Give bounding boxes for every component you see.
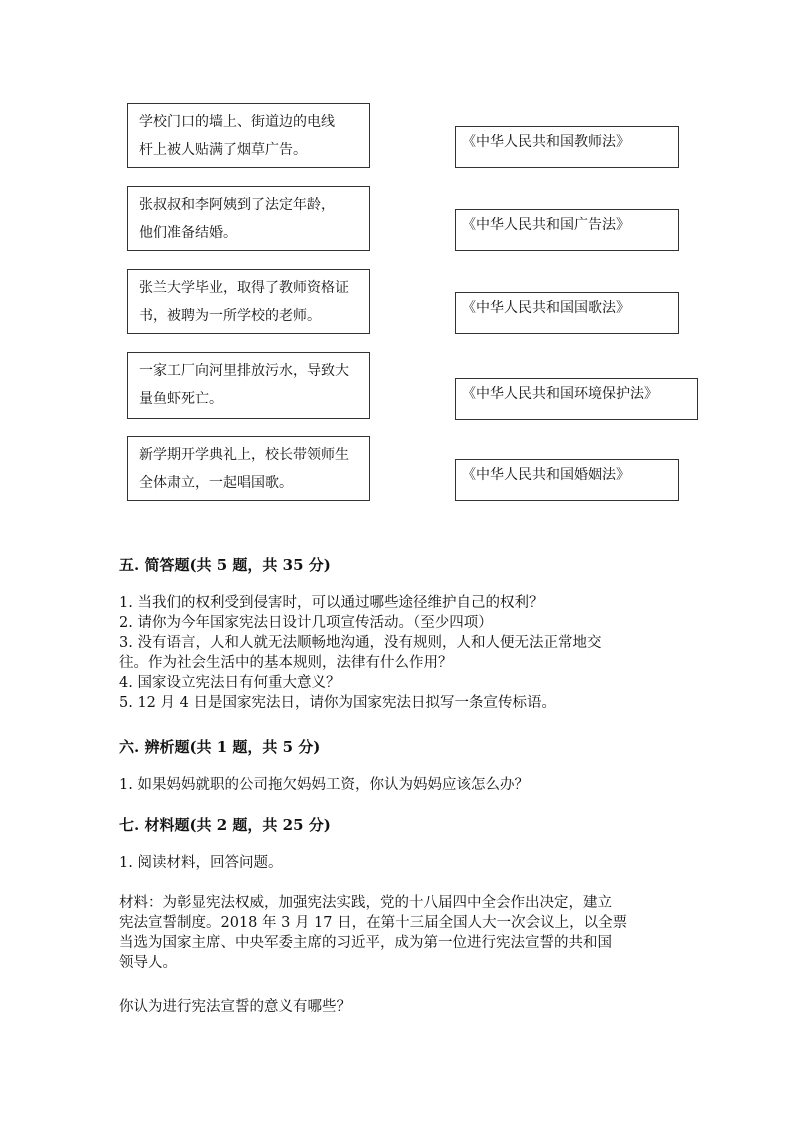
law-box-teachers: 《中华人民共和国教师法》	[455, 126, 679, 168]
scenario-text: 新学期开学典礼上，校长带领师生	[139, 447, 349, 463]
material-question-intro	[119, 853, 679, 873]
question-text: 2. 请你为今年国家宪法日设计几项宣传活动。（至少四项）	[119, 615, 493, 631]
question-text: 1. 如果妈妈就职的公司拖欠妈妈工资，你认为妈妈应该怎么办？	[119, 777, 529, 793]
section-heading-short-answer: 五. 简答题(共 5 题，共 35 分)	[119, 556, 331, 574]
scenario-text: 他们准备结婚。	[139, 225, 237, 241]
material-followup-question	[119, 997, 679, 1017]
section-heading-analysis: 六. 辨析题(共 1 题，共 5 分)	[119, 738, 321, 756]
scenario-text: 量鱼虾死亡。	[139, 391, 223, 407]
law-box-anthem: 《中华人民共和国国歌法》	[455, 292, 679, 334]
material-text: 材料：为彰显宪法权威，加强宪法实践，党的十八届四中全会作出决定，建立	[119, 895, 612, 911]
material-passage	[119, 893, 679, 973]
scenario-box-4	[127, 352, 370, 419]
scenario-text: 张叔叔和李阿姨到了法定年龄，	[139, 197, 335, 213]
question-text: 往。作为社会生活中的基本规则，法律有什么作用？	[119, 655, 453, 671]
scenario-text: 书，被聘为一所学校的老师。	[139, 308, 321, 324]
section-heading-material: 七. 材料题(共 2 题，共 25 分)	[119, 816, 331, 834]
material-text: 当选为国家主席、中央军委主席的习近平，成为第一位进行宪法宣誓的共和国	[119, 935, 612, 951]
scenario-text: 全体肃立，一起唱国歌。	[139, 475, 293, 491]
scenario-text: 一家工厂向河里排放污水，导致大	[139, 363, 349, 379]
analysis-question	[119, 775, 679, 795]
law-box-advertising: 《中华人民共和国广告法》	[455, 209, 679, 251]
scenario-text: 学校门口的墙上、街道边的电线	[139, 114, 335, 130]
material-text: 宪法宣誓制度。2018 年 3 月 17 日，在第十三届全国人大一次会议上，以全票	[119, 915, 628, 931]
question-text: 1. 当我们的权利受到侵害时，可以通过哪些途径维护自己的权利？	[119, 595, 544, 611]
law-box-environment: 《中华人民共和国环境保护法》	[455, 378, 698, 420]
scenario-box-2	[127, 186, 370, 251]
short-answer-questions	[119, 593, 679, 713]
scenario-text: 杆上被人贴满了烟草广告。	[139, 142, 307, 158]
question-text: 3. 没有语言，人和人就无法顺畅地沟通，没有规则，人和人便无法正常地交	[119, 635, 602, 651]
scenario-box-5	[127, 436, 370, 501]
scenario-box-3	[127, 269, 370, 334]
question-text: 5. 12 月 4 日是国家宪法日，请你为国家宪法日拟写一条宣传标语。	[119, 695, 556, 711]
scenario-text: 张兰大学毕业，取得了教师资格证	[139, 280, 349, 296]
material-text: 领导人。	[119, 955, 177, 971]
law-box-marriage: 《中华人民共和国婚姻法》	[455, 459, 679, 501]
scenario-box-1	[127, 103, 370, 168]
question-text: 1. 阅读材料，回答问题。	[119, 855, 283, 871]
question-text: 你认为进行宪法宣誓的意义有哪些？	[119, 999, 351, 1015]
question-text: 4. 国家设立宪法日有何重大意义？	[119, 675, 341, 691]
